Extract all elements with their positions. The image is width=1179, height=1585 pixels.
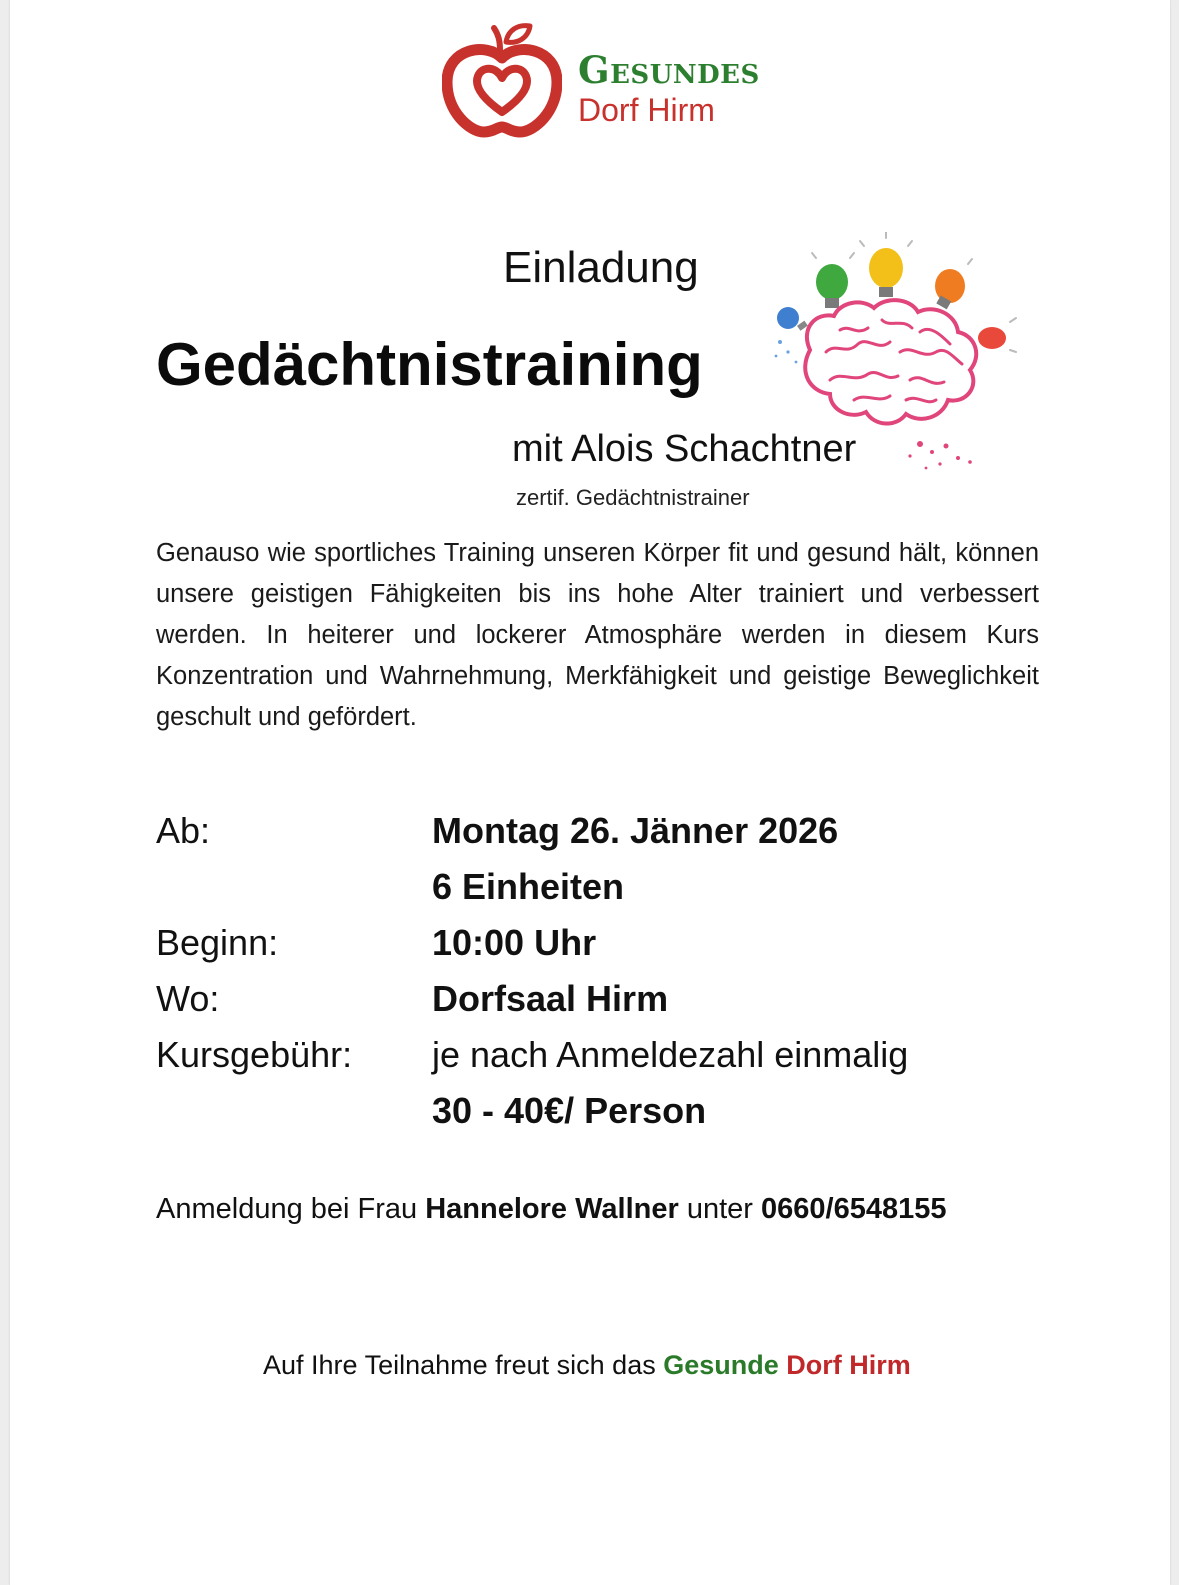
invitation-heading: Einladung (503, 243, 699, 292)
time-label: Beginn: (156, 922, 279, 963)
registration-line (156, 1193, 946, 1226)
brain-lightbulbs-icon (770, 232, 1030, 477)
description-text: Genauso wie sportliches Training unseren Körper fit und gesund hält, können unsere geistigen Fähigkeiten bis ins hohe Alter trainiert und verbessert werden. In heiterer und lockerer Atmosphäre werden in diesem Kurs Konzentration und Wahrnehmung, Merkfähigkeit und geistige Beweglichkeit geschult und gefördert. (156, 539, 1039, 731)
registration-prefix: Anmeldung bei Frau (156, 1193, 418, 1225)
closing-text: Auf Ihre Teilnahme freut sich das (263, 1350, 656, 1380)
location-label: Wo: (156, 978, 220, 1019)
flyer-page (10, 0, 1170, 1585)
contact-phone: 0660/6548155 (761, 1193, 947, 1225)
logo (442, 20, 762, 140)
location: Dorfsaal Hirm (432, 978, 669, 1019)
logo-title: Gesundes (578, 48, 760, 92)
closing-line (263, 1350, 911, 1381)
fee-amount: 30 - 40€/ Person (432, 1090, 707, 1131)
start-time: 10:00 Uhr (432, 922, 597, 963)
closing-brand-red: Dorf Hirm (786, 1350, 911, 1380)
lightbulb-green-icon (816, 264, 848, 308)
lightbulb-blue-icon (777, 307, 808, 331)
trainer-name: mit Alois Schachtner (512, 428, 857, 470)
trainer-qualification: zertif. Gedächtnistrainer (516, 485, 750, 510)
closing-brand-green: Gesunde (663, 1350, 779, 1380)
start-label: Ab: (156, 810, 211, 851)
contact-name: Hannelore Wallner (425, 1193, 679, 1225)
registration-middle: unter (686, 1193, 753, 1225)
lightbulb-yellow-icon (869, 248, 903, 297)
logo-subtitle: Dorf Hirm (578, 92, 715, 128)
units-count: 6 Einheiten (432, 866, 625, 907)
fee-description: je nach Anmeldezahl einmalig (432, 1034, 909, 1075)
fee-label: Kursgebühr: (156, 1034, 353, 1075)
page-title: Gedächtnistraining (156, 331, 703, 398)
lightbulb-orange-icon (935, 269, 965, 309)
start-date: Montag 26. Jänner 2026 (432, 810, 839, 851)
apple-heart-icon (442, 20, 562, 140)
